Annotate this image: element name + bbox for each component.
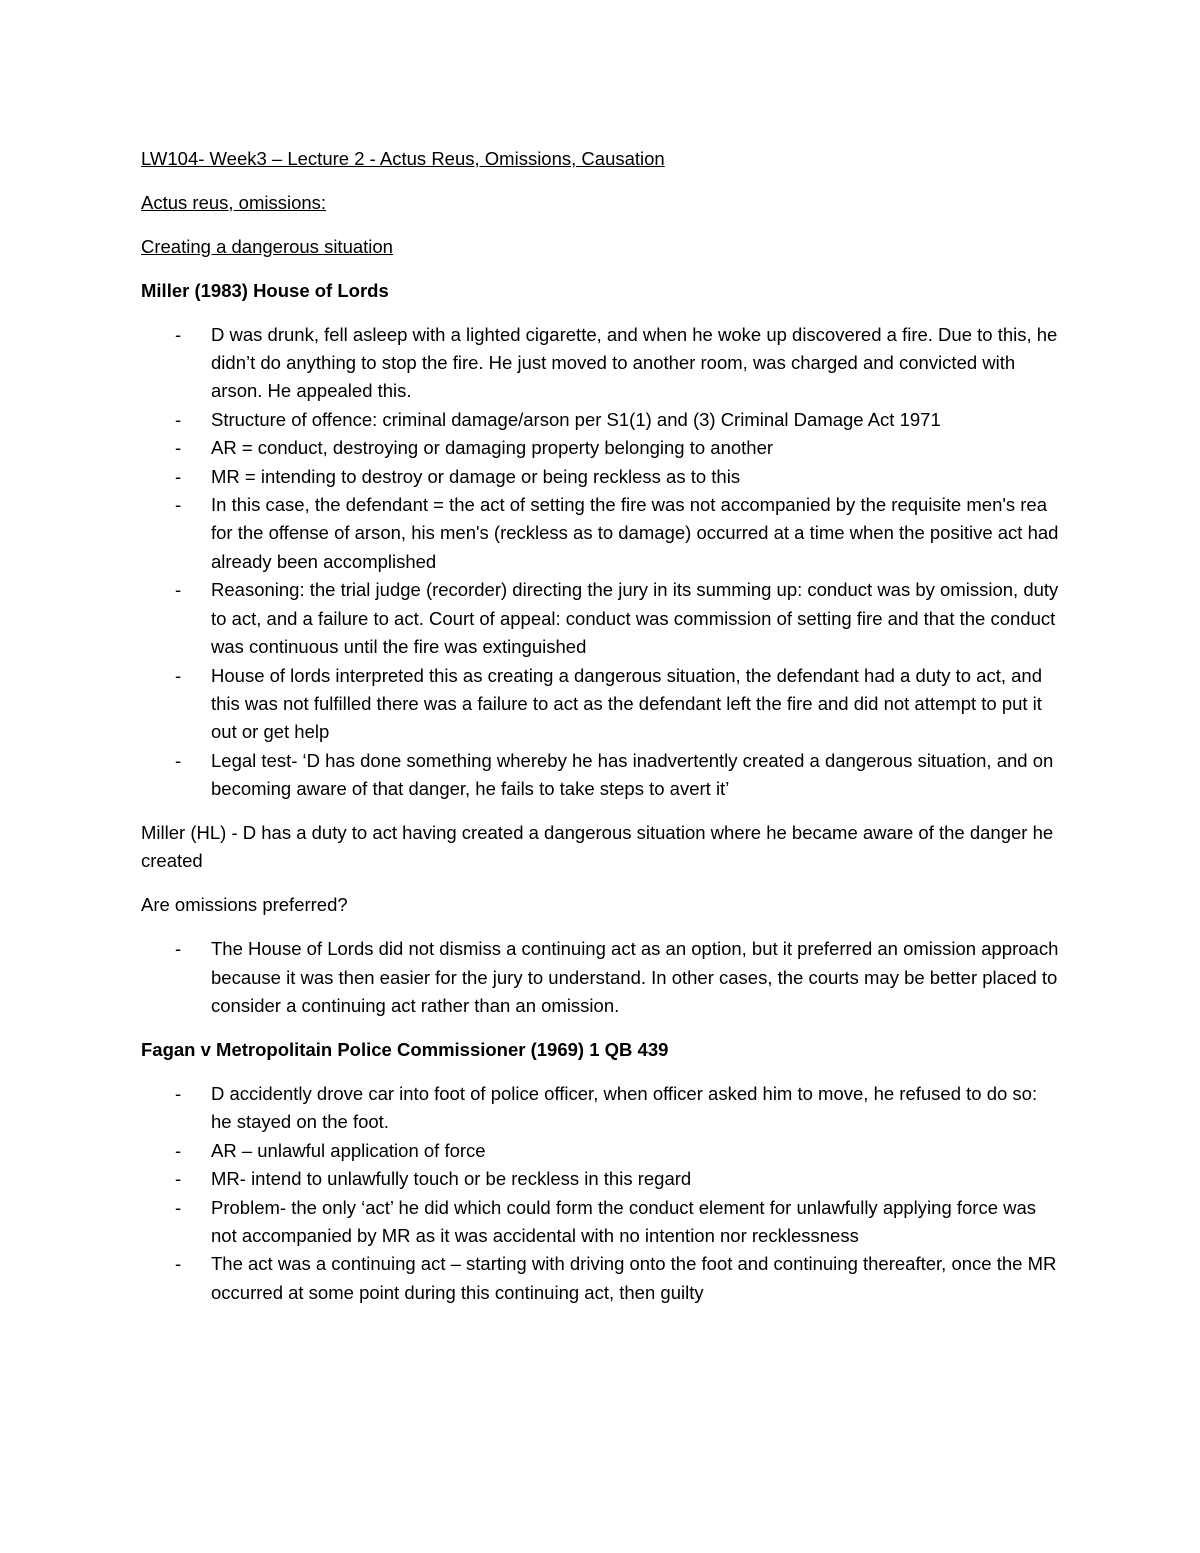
list-item bbox=[141, 1250, 1061, 1307]
document-title: LW104- Week3 – Lecture 2 - Actus Reus, Omissions, Causation bbox=[141, 148, 665, 169]
list-item bbox=[141, 662, 1061, 747]
dash-marker: - bbox=[175, 749, 182, 771]
section-subtitle: Actus reus, omissions: bbox=[141, 191, 327, 213]
dash-marker: - bbox=[175, 579, 182, 601]
list-item-text: MR- intend to unlawfully touch or be reckless in this regard bbox=[211, 1168, 692, 1190]
case-heading-miller: Miller (1983) House of Lords bbox=[141, 279, 389, 301]
dash-marker: - bbox=[175, 437, 182, 459]
list-item-text: AR – unlawful application of force bbox=[211, 1139, 486, 1161]
list-item bbox=[141, 434, 1061, 462]
list-item bbox=[141, 463, 1061, 491]
section-subheading: Creating a dangerous situation bbox=[141, 235, 393, 257]
question-paragraph: Are omissions preferred? bbox=[141, 894, 348, 916]
dash-marker: - bbox=[175, 1196, 182, 1218]
list-item bbox=[141, 935, 1061, 1020]
case-heading-fagan: Fagan v Metropolitain Police Commissioner (1969) 1 QB 439 bbox=[141, 1038, 669, 1060]
list-item bbox=[141, 406, 1061, 434]
list-item-text: The act was a continuing act – starting with driving onto the foot and continuing thereafter, once the MR occurred at some point during this continuing act, then guilty bbox=[211, 1253, 1057, 1303]
list-item-text: D accidently drove car into foot of police officer, when officer asked him to move, he refused to do so: he stayed on the foot. bbox=[211, 1082, 1038, 1133]
dash-marker: - bbox=[175, 664, 182, 686]
list-item bbox=[141, 1080, 1061, 1137]
miller-bullet-list bbox=[141, 321, 1061, 804]
miller-summary-paragraph: Miller (HL) - D has a duty to act having created a dangerous situation where he became aware of the danger he created bbox=[141, 822, 1054, 872]
dash-marker: - bbox=[175, 465, 182, 487]
list-item bbox=[141, 1194, 1061, 1251]
list-item bbox=[141, 576, 1061, 661]
dash-marker: - bbox=[175, 408, 182, 430]
dash-marker: - bbox=[175, 938, 182, 960]
document-content bbox=[141, 145, 1061, 1323]
list-item-text: Problem- the only ‘act’ he did which could form the conduct element for unlawfully applying force was not accompanied by MR as it was accidental with no intention nor recklessness bbox=[211, 1196, 1037, 1246]
list-item-text: In this case, the defendant = the act of setting the fire was not accompanied by the requisite men's rea for the offense of arson, his men's (reckless as to damage) occurred at a time when the positive act had already been accomplished bbox=[211, 494, 1059, 572]
list-item-text: MR = intending to destroy or damage or being reckless as to this bbox=[211, 465, 741, 487]
list-item bbox=[141, 1165, 1061, 1193]
dash-marker: - bbox=[175, 1139, 182, 1161]
list-item-text: D was drunk, fell asleep with a lighted cigarette, and when he woke up discovered a fire. Due to this, he didn’t do anything to stop the fire. He just moved to another room, was charged and convicted with arson. He appealed this. bbox=[211, 323, 1058, 402]
list-item-text: Structure of offence: criminal damage/arson per S1(1) and (3) Criminal Damage Act 1971 bbox=[211, 408, 941, 430]
dash-marker: - bbox=[175, 1082, 182, 1104]
dash-marker: - bbox=[175, 494, 182, 516]
list-item-text: AR = conduct, destroying or damaging property belonging to another bbox=[211, 437, 774, 459]
list-item bbox=[141, 321, 1061, 406]
list-item bbox=[141, 1137, 1061, 1165]
fagan-bullet-list bbox=[141, 1080, 1061, 1307]
list-item bbox=[141, 491, 1061, 576]
list-item-text: Legal test- ‘D has done something whereby he has inadvertently created a dangerous situation, and on becoming aware of that danger, he fails to take steps to avert it’ bbox=[211, 749, 1054, 800]
dash-marker: - bbox=[175, 1253, 182, 1275]
dash-marker: - bbox=[175, 1168, 182, 1190]
list-item bbox=[141, 747, 1061, 804]
dash-marker: - bbox=[175, 323, 182, 345]
list-item-text: Reasoning: the trial judge (recorder) directing the jury in its summing up: conduct was by omission, duty to act, and a failure to act. Court of appeal: conduct was commission of setting fire and that the conduct was continuous until the fire was extinguished bbox=[211, 579, 1059, 658]
list-item-text: The House of Lords did not dismiss a continuing act as an option, but it preferred an omission approach because it was then easier for the jury to understand. In other cases, the courts may be better placed to consider a continuing act rather than an omission. bbox=[211, 938, 1059, 1017]
question-bullet-list bbox=[141, 935, 1061, 1020]
list-item-text: House of lords interpreted this as creating a dangerous situation, the defendant had a duty to act, and this was not fulfilled there was a failure to act as the defendant left the fire and did not attempt to put it out or get help bbox=[211, 664, 1042, 743]
